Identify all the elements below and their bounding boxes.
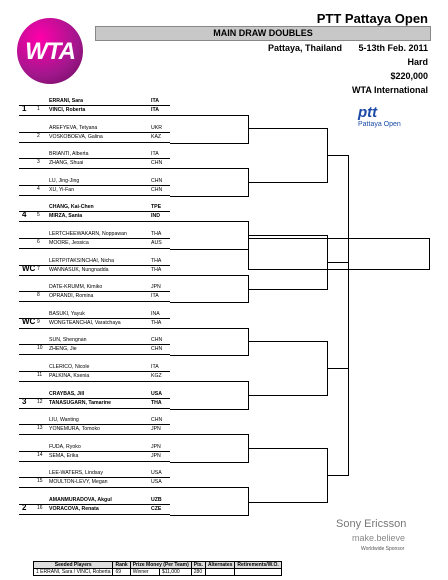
entry-divider — [19, 105, 170, 106]
bracket-round1 — [170, 275, 249, 304]
partner-country: CHN — [151, 346, 163, 353]
col-prize-money: Prize Money (Per Team) — [130, 562, 191, 569]
player-country: ITA — [151, 364, 159, 370]
partner-name: WANNASUK, Nungnadda — [49, 266, 109, 273]
player-country: THA — [151, 257, 162, 264]
entry-seed: 2 — [22, 503, 27, 512]
entry-number: 15 — [37, 478, 43, 485]
entry-number: 12 — [37, 398, 43, 405]
entry-number: 4 — [37, 185, 40, 192]
bracket-round1 — [170, 487, 249, 516]
partner-name: PALKINA, Ksenia — [49, 373, 90, 379]
prize-points: 280 — [191, 569, 205, 576]
player-country: THA — [151, 231, 162, 237]
sponsor-tagline: make.believe — [352, 533, 406, 543]
partner-name: VORACOVA, Renata — [49, 506, 99, 512]
entry-underline — [19, 461, 170, 462]
entry-number: 13 — [37, 425, 43, 432]
player-name: SUN, Shengnan — [49, 337, 87, 344]
entry-underline — [19, 328, 170, 329]
player-name: AMANMURADOVA, Akgul — [49, 497, 112, 503]
partner-name: MOULTON-LEVY, Megan — [49, 479, 108, 486]
entry-underline — [19, 381, 170, 382]
bracket-quarterfinal — [248, 341, 328, 396]
entry-number: 7 — [37, 265, 40, 272]
partner-name: TANASUGARN, Tamarine — [49, 399, 112, 406]
player-country: CHN — [151, 177, 163, 184]
entry-underline — [19, 514, 170, 515]
col-pts: Pts. — [191, 562, 205, 569]
dates: 5-13th Feb. 2011 — [358, 43, 428, 53]
entry-number: 8 — [37, 292, 40, 299]
seeded-players-table — [33, 561, 282, 576]
player-name: LEE-WATERS, Lindsay — [49, 470, 103, 477]
surface: Hard — [407, 57, 428, 67]
entry-divider — [19, 265, 170, 266]
player-name: CRAYBAS, Jill — [49, 390, 85, 397]
partner-name: VINCI, Roberta — [49, 107, 86, 113]
entry-number: 10 — [37, 345, 43, 352]
alternates-cell — [205, 569, 234, 576]
entry-divider — [19, 291, 170, 292]
event-title: PTT Pattaya Open — [316, 11, 428, 26]
entry-underline — [19, 487, 170, 488]
entry-underline — [19, 115, 170, 116]
bracket-round1 — [170, 328, 249, 357]
player-name: LERTPITAKSINCHAI, Nicha — [49, 257, 114, 264]
entry-underline — [19, 195, 170, 196]
entry-divider — [19, 185, 170, 186]
entry-underline — [19, 434, 170, 435]
entry-divider — [19, 211, 170, 212]
seed-players: ERRANI, Sara / VINCI, Roberta — [40, 569, 111, 575]
col-rank: Rank — [113, 562, 130, 569]
player-country: JPN — [151, 284, 161, 291]
player-country: CHN — [151, 417, 163, 424]
player-name: CLERICO, Nicole — [49, 364, 90, 370]
table-row — [34, 569, 282, 576]
partner-country: CHN — [151, 160, 163, 167]
entry-underline — [19, 248, 170, 249]
partner-name: WONGTEANCHAI, Varatchaya — [49, 319, 121, 326]
player-name: DATE-KRUMM, Kimiko — [49, 284, 103, 291]
col-retirements: Retirements/W.O. — [235, 562, 281, 569]
partner-country: CHN — [151, 186, 163, 193]
partner-name: ZHENG, Jie — [49, 346, 77, 353]
seed-players-cell — [34, 569, 113, 576]
partner-name: XU, Yi-Fan — [49, 186, 75, 193]
entry-divider — [19, 318, 170, 319]
entry-underline — [19, 408, 170, 409]
partner-country: JPN — [151, 452, 161, 459]
entry-seed: WC — [22, 263, 36, 273]
player-country: ITA — [151, 98, 159, 104]
player-name: BASUKI, Yayuk — [49, 310, 85, 317]
entry-underline — [19, 168, 170, 169]
entry-seed: 3 — [22, 396, 27, 406]
partner-country: THA — [151, 266, 162, 273]
player-country: ITA — [151, 151, 159, 158]
final-winner-box — [248, 238, 430, 270]
sony-ericsson-logo: Sony Ericsson — [336, 518, 407, 530]
player-country: UKR — [151, 124, 162, 131]
entry-number: 9 — [37, 318, 40, 325]
bracket-quarterfinal — [248, 448, 328, 503]
bracket-quarterfinal — [248, 128, 328, 183]
player-country: UZB — [151, 497, 162, 503]
sponsor-role: Worldwide Sponsor — [361, 546, 405, 552]
category: WTA International — [352, 85, 428, 95]
bracket-semifinal — [327, 368, 349, 476]
partner-country: JPN — [151, 426, 161, 433]
player-country: CHN — [151, 337, 163, 344]
partner-country: ITA — [151, 293, 159, 300]
entry-divider — [19, 238, 170, 239]
player-name: LIU, Wanting — [49, 417, 79, 424]
entry-number: 14 — [37, 451, 43, 458]
bracket-round1 — [170, 434, 249, 463]
player-country: TPE — [151, 204, 162, 211]
partner-name: MIRZA, Sania — [49, 213, 83, 220]
entry-underline — [19, 301, 170, 302]
partner-country: AUS — [151, 240, 162, 246]
entry-number: 6 — [37, 239, 40, 245]
wta-logo-text: WTA — [25, 38, 75, 65]
col-alternates: Alternates — [205, 562, 234, 569]
partner-name: YONEMURA, Tomoko — [49, 426, 100, 433]
entry-divider — [19, 132, 170, 133]
bracket-round1 — [170, 381, 249, 410]
seed-number: 1 — [36, 569, 39, 575]
partner-country: ITA — [151, 107, 159, 113]
bracket-round1 — [170, 168, 249, 197]
player-name: ERRANI, Sara — [49, 98, 84, 104]
partner-country: THA — [151, 399, 162, 406]
partner-country: THA — [151, 319, 162, 326]
partner-country: IND — [151, 213, 160, 220]
entry-underline — [19, 221, 170, 222]
retirements-cell — [235, 569, 281, 576]
ptt-logo-sub: Pattaya Open — [358, 121, 401, 128]
entry-underline — [19, 275, 170, 276]
entry-divider — [19, 158, 170, 159]
partner-country: KAZ — [151, 133, 162, 140]
location: Pattaya, Thailand — [268, 43, 343, 53]
bracket-round1 — [170, 115, 249, 144]
prize-money: $220,000 — [390, 71, 428, 81]
partner-name: VOSKOBOEVA, Galina — [49, 133, 103, 140]
entry-seed: 4 — [22, 210, 27, 220]
player-country: JPN — [151, 443, 161, 450]
player-country: INA — [151, 310, 160, 317]
prize-amount: $11,000 — [159, 569, 191, 576]
entry-number: 1 — [37, 106, 40, 112]
col-seeded-players: Seeded Players — [34, 562, 113, 569]
partner-country: USA — [151, 479, 162, 486]
player-name: LU, Jing-Jing — [49, 177, 80, 184]
table-header-row — [34, 562, 282, 569]
draw-title: MAIN DRAW DOUBLES — [95, 26, 431, 41]
entry-seed: 1 — [22, 104, 27, 113]
player-country: USA — [151, 470, 162, 477]
player-name: FUDA, Ryoko — [49, 443, 81, 450]
partner-name: MOORE, Jessica — [49, 240, 89, 246]
entry-underline — [19, 142, 170, 143]
entry-number: 16 — [37, 505, 43, 511]
entry-number: 5 — [37, 212, 40, 219]
seed-rank: 69 — [113, 569, 130, 576]
prize-stage: Winner — [130, 569, 159, 576]
entry-seed: WC — [22, 316, 36, 326]
partner-name: ZHANG, Shuai — [49, 160, 84, 167]
entry-number: 3 — [37, 159, 40, 166]
player-name: BRIANTI, Alberta — [49, 151, 89, 158]
entry-number: 11 — [37, 372, 43, 378]
partner-name: OPRANDI, Romina — [49, 293, 94, 300]
player-country: USA — [151, 390, 162, 397]
bracket-round1 — [170, 221, 249, 250]
wta-logo — [17, 18, 83, 84]
player-name: AREFYEVA, Tetyana — [49, 124, 98, 131]
partner-country: CZE — [151, 506, 162, 512]
player-name: LERTCHEEWAKARN, Noppawan — [49, 231, 127, 237]
entry-number: 2 — [37, 132, 40, 139]
ptt-logo-mark: ptt — [358, 104, 378, 121]
entry-underline — [19, 354, 170, 355]
partner-name: SEMA, Erika — [49, 452, 79, 459]
partner-country: KGZ — [151, 373, 162, 379]
bracket-final — [348, 208, 349, 423]
player-name: CHANG, Kai-Chen — [49, 204, 94, 211]
